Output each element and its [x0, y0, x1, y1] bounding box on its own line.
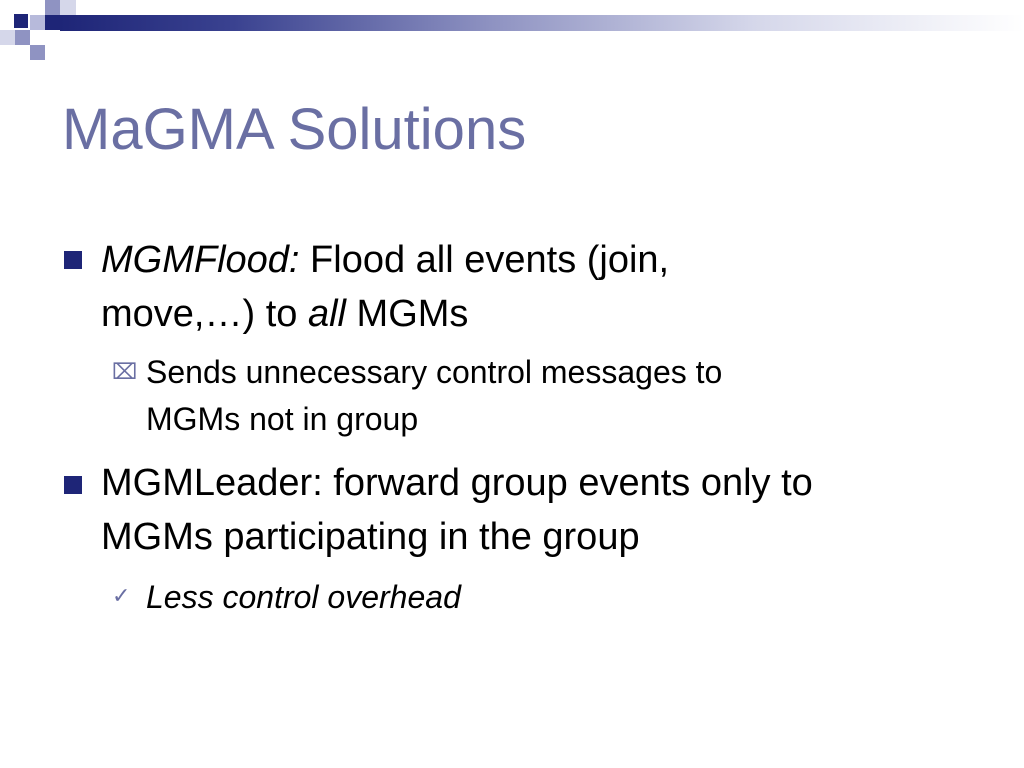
bullet-item [101, 456, 981, 564]
bullet-line [101, 233, 981, 287]
slide-title: MaGMA Solutions [62, 97, 527, 162]
x-mark-icon: ⌧ [112, 360, 138, 385]
bullet-line: MGMs participating in the group [101, 516, 640, 558]
bullet-line [101, 287, 981, 341]
sub-bullet-line: Less control overhead [146, 579, 461, 615]
bullet-text: move,…) to [101, 293, 308, 335]
sub-bullet-line: MGMs not in group [146, 401, 419, 437]
bullet-text: MGMs [345, 293, 469, 335]
bullet-emphasis: all [307, 293, 346, 335]
sub-bullet-line: Sends unnecessary control messages to [146, 354, 723, 390]
check-mark-icon: ✓ [112, 584, 131, 609]
square-bullet-icon [64, 476, 82, 494]
bullet-text: Flood all events (join, [299, 239, 670, 281]
bullet-term: MGMFlood: [101, 239, 300, 281]
square-bullet-icon [64, 251, 82, 269]
sub-bullet-item [146, 574, 906, 621]
bullet-item [101, 233, 981, 341]
bullet-line: MGMLeader: forward group events only to [101, 462, 813, 504]
sub-bullet-item [146, 349, 906, 443]
